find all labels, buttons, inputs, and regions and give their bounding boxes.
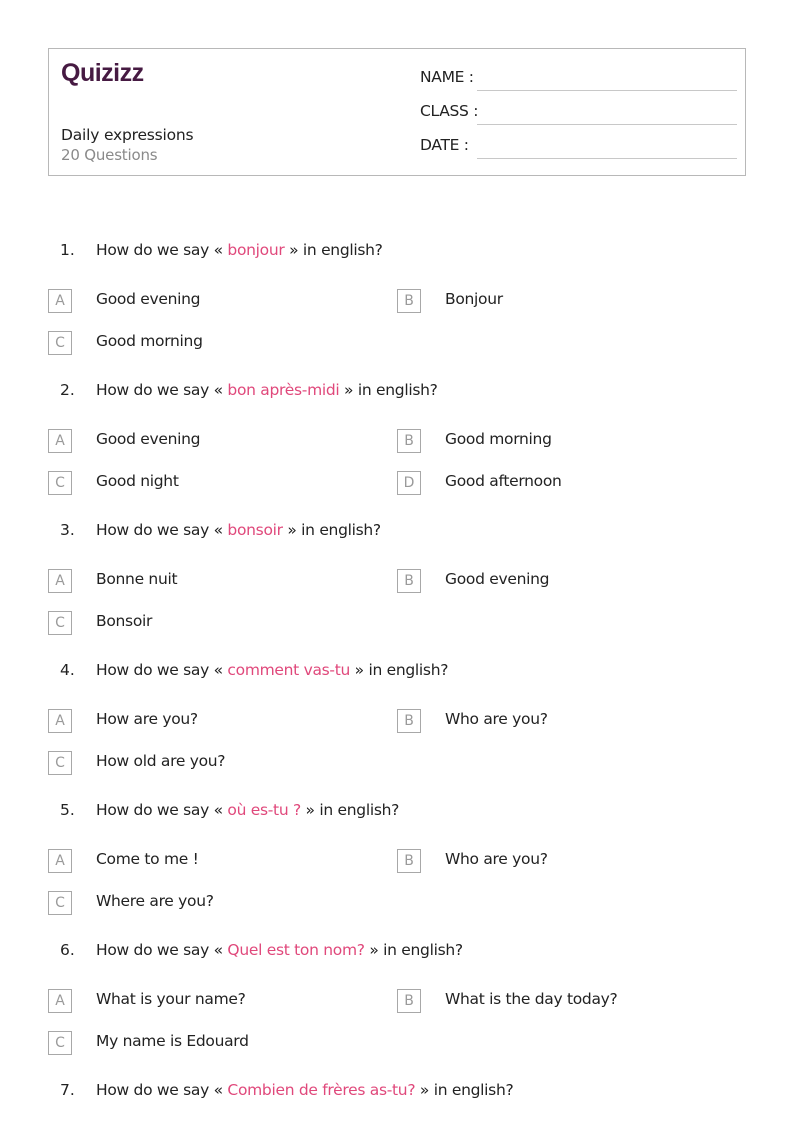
question-text <box>96 241 383 259</box>
option-letter-box: A <box>48 289 72 313</box>
option-6b <box>397 989 737 1013</box>
option-letter-box: C <box>48 331 72 355</box>
question-6 <box>0 941 794 965</box>
option-3c <box>48 611 388 635</box>
option-5a <box>48 849 388 873</box>
question-text <box>96 1081 513 1099</box>
question-prefix: How do we say « <box>96 661 228 679</box>
date-field <box>420 136 735 160</box>
option-letter-box: B <box>397 849 421 873</box>
class-field <box>420 102 735 126</box>
option-6c <box>48 1031 388 1055</box>
option-text: My name is Edouard <box>96 1032 249 1050</box>
option-letter-box: B <box>397 429 421 453</box>
option-4a <box>48 709 388 733</box>
question-2 <box>0 381 794 405</box>
question-prefix: How do we say « <box>96 801 228 819</box>
question-text <box>96 661 448 679</box>
option-text: Good morning <box>445 430 552 448</box>
question-suffix: » in english? <box>415 1081 514 1099</box>
option-text: Good afternoon <box>445 472 562 490</box>
question-suffix: » in english? <box>364 941 463 959</box>
option-4c <box>48 751 388 775</box>
worksheet-header <box>48 48 746 176</box>
question-4 <box>0 661 794 685</box>
question-text <box>96 801 399 819</box>
question-text <box>96 521 381 539</box>
question-count: 20 Questions <box>61 146 158 164</box>
option-text: Where are you? <box>96 892 214 910</box>
option-4b <box>397 709 737 733</box>
question-number: 6. <box>60 941 75 959</box>
option-text: Bonne nuit <box>96 570 178 588</box>
option-letter-box: C <box>48 471 72 495</box>
option-text: How old are you? <box>96 752 226 770</box>
question-prefix: How do we say « <box>96 381 228 399</box>
question-highlight: bonjour <box>227 241 285 259</box>
question-number: 4. <box>60 661 75 679</box>
name-line <box>477 90 737 91</box>
option-text: How are you? <box>96 710 198 728</box>
question-3 <box>0 521 794 545</box>
question-prefix: How do we say « <box>96 241 228 259</box>
question-number: 7. <box>60 1081 75 1099</box>
name-field <box>420 68 735 92</box>
option-text: Good evening <box>96 290 201 308</box>
question-highlight: où es-tu ? <box>227 801 301 819</box>
question-text <box>96 941 463 959</box>
option-letter-box: C <box>48 751 72 775</box>
question-prefix: How do we say « <box>96 941 228 959</box>
option-letter-box: B <box>397 569 421 593</box>
question-highlight: bonsoir <box>227 521 283 539</box>
option-text: Good morning <box>96 332 203 350</box>
option-letter-box: B <box>397 709 421 733</box>
option-text: Good evening <box>445 570 550 588</box>
option-1c <box>48 331 388 355</box>
question-number: 3. <box>60 521 75 539</box>
option-5c <box>48 891 388 915</box>
worksheet-title: Daily expressions <box>61 126 194 144</box>
option-letter-box: B <box>397 989 421 1013</box>
date-label: DATE : <box>420 136 469 154</box>
option-letter-box: D <box>397 471 421 495</box>
option-2b <box>397 429 737 453</box>
question-number: 2. <box>60 381 75 399</box>
option-letter-box: C <box>48 611 72 635</box>
option-letter-box: A <box>48 989 72 1013</box>
option-2c <box>48 471 388 495</box>
question-prefix: How do we say « <box>96 1081 228 1099</box>
option-3b <box>397 569 737 593</box>
option-2a <box>48 429 388 453</box>
question-highlight: Combien de frères as-tu? <box>227 1081 416 1099</box>
option-1b <box>397 289 737 313</box>
question-suffix: » in english? <box>339 381 438 399</box>
question-5 <box>0 801 794 825</box>
question-suffix: » in english? <box>282 521 381 539</box>
option-text: Who are you? <box>445 710 548 728</box>
option-letter-box: C <box>48 1031 72 1055</box>
question-highlight: Quel est ton nom? <box>227 941 365 959</box>
option-letter-box: A <box>48 569 72 593</box>
question-text <box>96 381 438 399</box>
question-highlight: comment vas-tu <box>227 661 351 679</box>
option-letter-box: B <box>397 289 421 313</box>
option-1a <box>48 289 388 313</box>
option-2d <box>397 471 737 495</box>
option-text: Bonsoir <box>96 612 153 630</box>
question-7 <box>0 1081 794 1105</box>
option-text: What is your name? <box>96 990 246 1008</box>
option-text: Good evening <box>96 430 201 448</box>
option-text: Who are you? <box>445 850 548 868</box>
option-text: What is the day today? <box>445 990 618 1008</box>
option-5b <box>397 849 737 873</box>
option-letter-box: A <box>48 849 72 873</box>
question-highlight: bon après-midi <box>227 381 340 399</box>
question-suffix: » in english? <box>350 661 449 679</box>
question-prefix: How do we say « <box>96 521 228 539</box>
option-letter-box: C <box>48 891 72 915</box>
option-letter-box: A <box>48 709 72 733</box>
question-suffix: » in english? <box>300 801 400 819</box>
option-letter-box: A <box>48 429 72 453</box>
question-number: 5. <box>60 801 75 819</box>
option-3a <box>48 569 388 593</box>
class-line <box>477 124 737 125</box>
question-number: 1. <box>60 241 75 259</box>
date-line <box>477 158 737 159</box>
option-text: Come to me ! <box>96 850 199 868</box>
option-text: Bonjour <box>445 290 503 308</box>
quizizz-logo: Quizizz <box>61 59 144 87</box>
name-label: NAME : <box>420 68 474 86</box>
option-6a <box>48 989 388 1013</box>
question-1 <box>0 241 794 265</box>
class-label: CLASS : <box>420 102 479 120</box>
question-suffix: » in english? <box>284 241 383 259</box>
option-text: Good night <box>96 472 179 490</box>
